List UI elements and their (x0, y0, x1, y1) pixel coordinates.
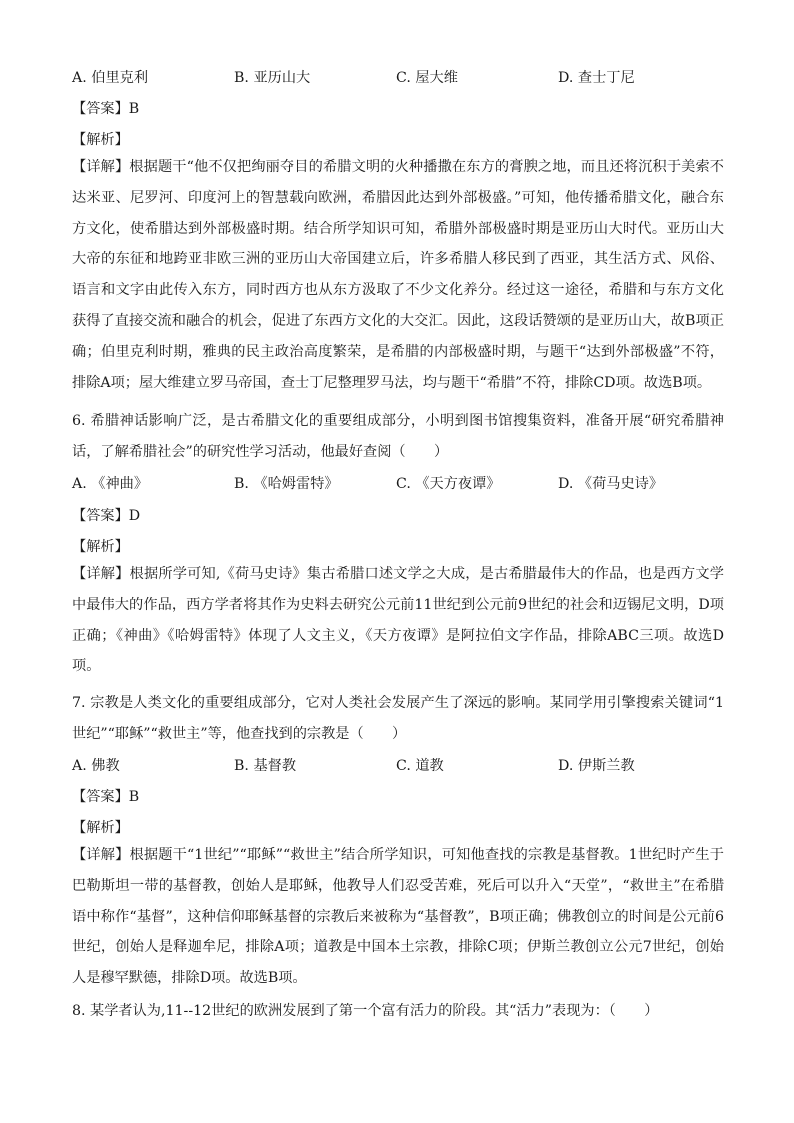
q7-detail: 【详解】根据题干“1世纪”“耶稣”“救世主”结合所学知识，可知他查找的宗教是基督教。1世纪时产生于巴勒斯坦一带的基督教，创始人是耶稣，他教导人们忍受苦难，死后可以升入“天堂”，“救世主”在希腊语中称作“基督”，这种信仰耶稣基督的宗教后来被称为“基督教”，B项正确；佛教创立的时间是公元前6世纪，创始人是释迦牟尼，排除A项；道教是中国本土宗教，排除C项；伊斯兰教创立公元7世纪，创始人是穆罕默德，排除D项。故选B项。 (72, 847, 725, 987)
q7-option-b: B. 基督教 (234, 758, 297, 774)
q7-options (72, 755, 724, 775)
q6-option-a: A. 《神曲》 (72, 476, 149, 492)
q5-detail: 【详解】根据题干“他不仅把绚丽夺目的希腊文明的火种播撒在东方的膏腴之地，而且还将沉积于美索不达米亚、尼罗河、印度河上的智慧载向欧洲，希腊因此达到外部极盛。”可知，他传播希腊文化，融合东方文化，使希腊达到外部极盛时期。结合所学知识可知，希腊外部极盛时期是亚历山大时代。亚历山大大帝的东征和地跨亚非欧三洲的亚历山大帝国建立后，许多希腊人移民到了西亚，其生活方式、风俗、语言和文字由此传入东方，同时西方也从东方汲取了不少文化养分。经过这一途径，希腊和与东方文化获得了直接交流和融合的机会，促进了东西方文化的大交汇。因此，这段话赞颂的是亚历山大，故B项正确；伯里克利时期，雅典的民主政治高度繁荣，是希腊的内部极盛时期，与题干“达到外部极盛”不符，排除A项；屋大维建立罗马帝国，查士丁尼整理罗马法，均与题干“希腊”不符，排除CD项。故选B项。 (72, 159, 724, 391)
q7-option-c: C. 道教 (396, 758, 444, 774)
q5-options (72, 67, 724, 87)
q6-stem: 6. 希腊神话影响广泛，是古希腊文化的重要组成部分，小明到图书馆搜集资料，准备开展“研究希腊神话，了解希腊社会”的研究性学习活动，他最好查阅（ ） (72, 413, 724, 460)
q6-answer: 【答案】D (72, 508, 141, 524)
q7-analysis-label: 【解析】 (72, 820, 129, 836)
q5-option-a: A. 伯里克利 (72, 70, 149, 86)
q5-option-d: D. 查士丁尼 (558, 70, 635, 86)
q6-analysis-label: 【解析】 (72, 539, 129, 555)
q7-option-d: D. 伊斯兰教 (558, 758, 635, 774)
q7-answer: 【答案】B (72, 789, 140, 805)
q5-option-b: B. 亚历山大 (234, 70, 311, 86)
q8-stem: 8. 某学者认为,11--12世纪的欧洲发展到了第一个富有活力的阶段。其“活力”表现为：（ ） (72, 1003, 659, 1019)
q6-option-b: B. 《哈姆雷特》 (234, 476, 339, 492)
q5-answer: 【答案】B (72, 101, 140, 117)
q6-option-d: D. 《荷马史诗》 (558, 476, 664, 492)
q5-analysis-label: 【解析】 (72, 132, 129, 148)
q6-option-c: C. 《天方夜谭》 (396, 476, 501, 492)
q7-stem: 7. 宗教是人类文化的重要组成部分，它对人类社会发展产生了深远的影响。某同学用引擎搜索关键词“1世纪”“耶稣”“救世主”等，他查找到的宗教是（ ） (72, 695, 724, 742)
q5-option-c: C. 屋大维 (396, 70, 458, 86)
q6-options (72, 473, 724, 493)
q6-detail: 【详解】根据所学可知,《荷马史诗》集古希腊口述文学之大成，是古希腊最伟大的作品，也是西方文学中最伟大的作品，西方学者将其作为史料去研究公元前11世纪到公元前9世纪的社会和迈锡尼文明，D项正确；《神曲》《哈姆雷特》体现了人文主义，《天方夜谭》是阿拉伯文字作品，排除ABC三项。故选D项。 (72, 566, 724, 675)
q7-option-a: A. 佛教 (72, 758, 120, 774)
